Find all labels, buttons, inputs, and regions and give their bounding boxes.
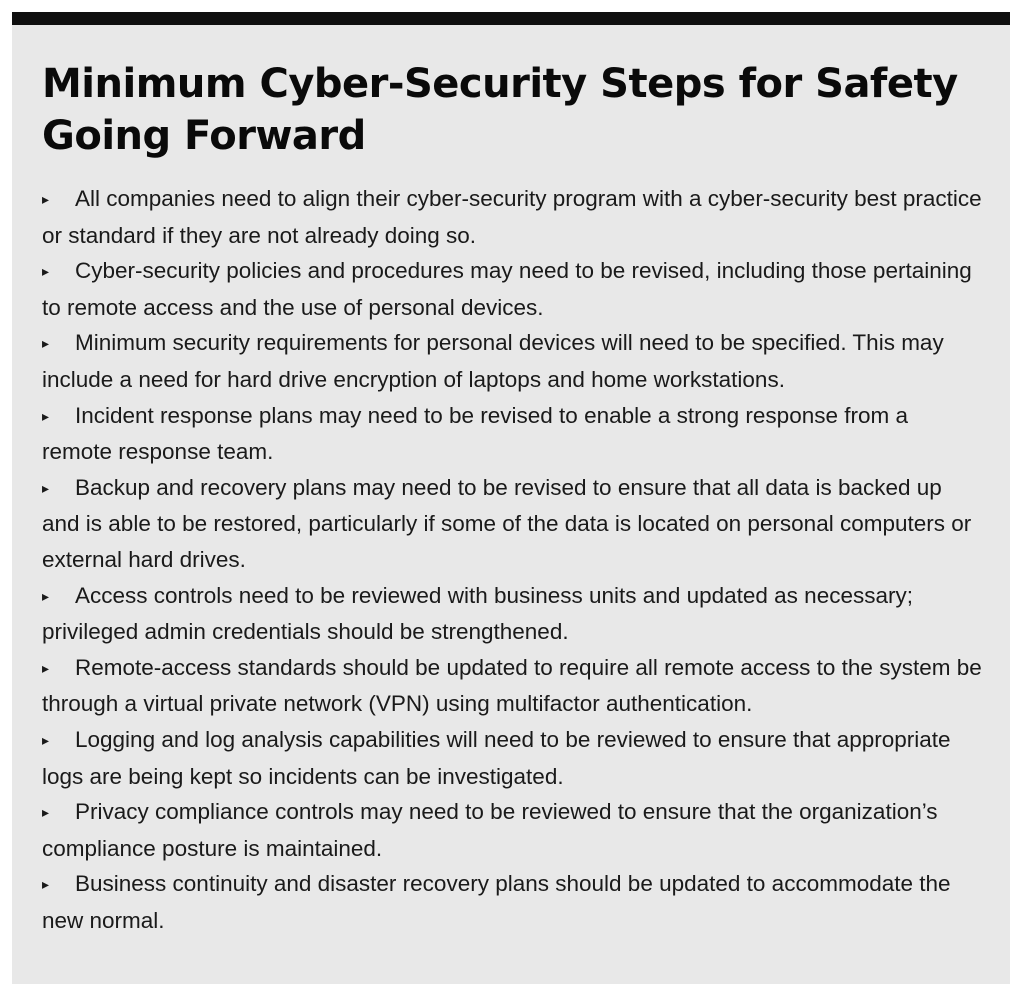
triangle-bullet-icon: ▸ xyxy=(42,804,50,821)
top-rule xyxy=(12,12,1010,25)
list-item-text: All companies need to align their cyber-security program with a cyber-security best practice or standard if they are not already doing so. xyxy=(42,186,982,248)
list-item-text: Privacy compliance controls may need to be reviewed to ensure that the organization’s compliance posture is maintained. xyxy=(42,799,938,861)
list-item xyxy=(42,181,982,253)
list-item xyxy=(42,578,982,650)
list-item xyxy=(42,398,982,470)
triangle-bullet-icon: ▸ xyxy=(42,731,50,748)
triangle-bullet-icon: ▸ xyxy=(42,587,50,604)
list-item-text: Cyber-security policies and procedures may need to be revised, including those pertaining to remote access and the use of personal devices. xyxy=(42,258,972,320)
triangle-bullet-icon: ▸ xyxy=(42,659,50,676)
list-item-text: Business continuity and disaster recovery plans should be updated to accommodate the new normal. xyxy=(42,871,951,933)
list-item-text: Access controls need to be reviewed with business units and updated as necessary; privileged admin credentials should be strengthened. xyxy=(42,582,913,645)
list-item xyxy=(42,866,982,938)
list-item-text: Minimum security requirements for personal devices will need to be specified. This may include a need for hard drive encryption of laptops and home workstations. xyxy=(42,330,944,392)
steps-list xyxy=(42,181,982,938)
list-item xyxy=(42,794,982,866)
triangle-bullet-icon: ▸ xyxy=(42,876,50,893)
panel-title: Minimum Cyber-Security Steps for Safety Going Forward xyxy=(42,61,958,159)
sidebar-panel xyxy=(12,12,1010,984)
list-item xyxy=(42,325,982,397)
list-item-text: Backup and recovery plans may need to be revised to ensure that all data is backed up and is able to be restored, particularly if some of the data is located on personal computers or external hard drives. xyxy=(42,474,972,572)
list-item xyxy=(42,470,982,578)
triangle-bullet-icon: ▸ xyxy=(42,191,50,207)
list-item-text: Logging and log analysis capabilities will need to be reviewed to ensure that appropriate logs are being kept so incidents can be investigated. xyxy=(42,726,951,789)
triangle-bullet-icon: ▸ xyxy=(42,479,50,496)
list-item-text: Remote-access standards should be updated to require all remote access to the system be through a virtual private network (VPN) using multifactor authentication. xyxy=(42,654,982,717)
triangle-bullet-icon: ▸ xyxy=(42,263,50,280)
triangle-bullet-icon: ▸ xyxy=(42,335,50,352)
list-item xyxy=(42,650,982,722)
list-item xyxy=(42,722,982,794)
triangle-bullet-icon: ▸ xyxy=(42,407,50,424)
list-item xyxy=(42,253,982,325)
list-item-text: Incident response plans may need to be revised to enable a strong response from a remote response team. xyxy=(42,402,909,465)
